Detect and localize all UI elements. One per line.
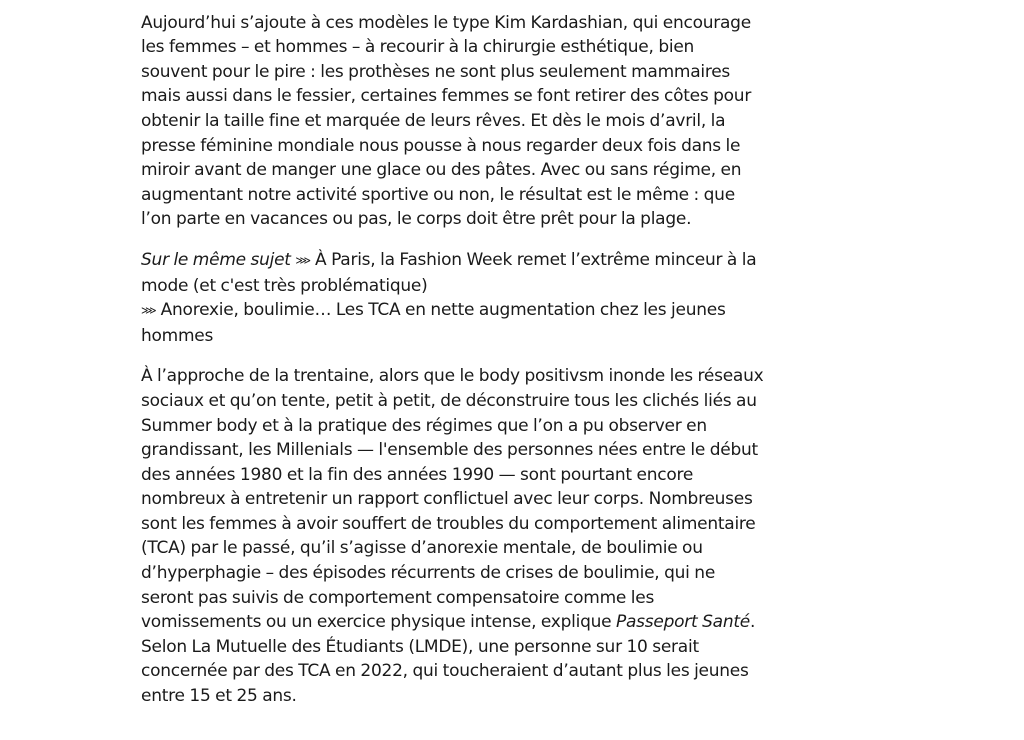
paragraph-millenials: [141, 364, 841, 708]
text-line: des années 1980 et la fin des années 1990 — sont pourtant encore: [141, 464, 694, 485]
text-line: Selon La Mutuelle des Étudiants (LMDE), une personne sur 10 serait: [141, 636, 699, 657]
text-line: seront pas suivis de comportement compensatoire comme les: [141, 587, 655, 608]
related-label: Sur le même sujet: [141, 249, 291, 270]
text-line: (TCA) par le passé, qu’il s’agisse d’anorexie mentale, de boulimie ou: [141, 538, 703, 559]
cutoff-previous-line: [141, 0, 841, 11]
text-line: entre 15 et 25 ans.: [141, 686, 297, 707]
related-link-text: À Paris, la Fashion Week remet l’extrême minceur à la: [315, 249, 757, 270]
related-link-fashion-week-cont[interactable]: mode (et c'est très problématique): [141, 275, 428, 296]
paragraph-body-standards: [141, 11, 841, 232]
text-line: d’hyperphagie – des épisodes récurrents de crises de boulimie, qui ne: [141, 563, 716, 584]
text-line: miroir avant de manger une glace ou des pâtes. Avec ou sans régime, en: [141, 160, 742, 181]
text-line: sont les femmes à avoir souffert de troubles du comportement alimentaire: [141, 513, 756, 534]
text-line: grandissant, les Millenials — l'ensemble des personnes nées entre le début: [141, 440, 758, 461]
text-line: nombreux à entretenir un rapport conflictuel avec leur corps. Nombreuses: [141, 489, 753, 510]
text-line: À l’approche de la trentaine, alors que le body positivsm inonde les réseaux: [141, 366, 764, 387]
text-line: concernée par des TCA en 2022, qui toucheraient d’autant plus les jeunes: [141, 661, 749, 682]
text-line: les femmes – et hommes – à recourir à la chirurgie esthétique, bien: [141, 37, 695, 58]
text-fragment: .: [749, 612, 756, 633]
related-link-fashion-week[interactable]: [295, 250, 756, 270]
chevron-right-icon: ⋙: [141, 304, 155, 318]
text-line: presse féminine mondiale nous pousse à nous regarder deux fois dans le: [141, 135, 741, 156]
text-line: souvent pour le pire : les prothèses ne sont plus seulement mammaires: [141, 61, 731, 82]
text-line: Summer body et à la pratique des régimes que l’on a pu observer en: [141, 415, 707, 436]
text-line: Aujourd’hui s’ajoute à ces modèles le type Kim Kardashian, qui encourage: [141, 12, 751, 33]
related-link-anorexie-cont[interactable]: hommes: [141, 325, 214, 346]
text-line: l’on parte en vacances ou pas, le corps doit être prêt pour la plage.: [141, 209, 692, 230]
related-articles: [141, 248, 841, 348]
related-link-anorexie[interactable]: [141, 298, 841, 324]
text-fragment: vomissements ou un exercice physique intense, explique: [141, 612, 617, 633]
related-line: [141, 248, 841, 274]
related-link-text: Anorexie, boulimie… Les TCA en nette augmentation chez les jeunes: [160, 300, 726, 321]
text-line: sociaux et qu’on tente, petit à petit, de déconstruire tous les clichés liés au: [141, 390, 757, 411]
text-line: obtenir la taille fine et marquée de leurs rêves. Et dès le mois d’avril, la: [141, 110, 726, 131]
chevron-right-icon: ⋙: [295, 253, 310, 267]
text-line: mais aussi dans le fessier, certaines femmes se font retirer des côtes pour: [141, 86, 752, 107]
text-line-with-source: [141, 610, 841, 635]
article-body: [141, 0, 841, 725]
text-line: augmentant notre activité sportive ou non, le résultat est le même : que: [141, 184, 735, 205]
source-citation: Passeport Santé: [616, 612, 750, 633]
